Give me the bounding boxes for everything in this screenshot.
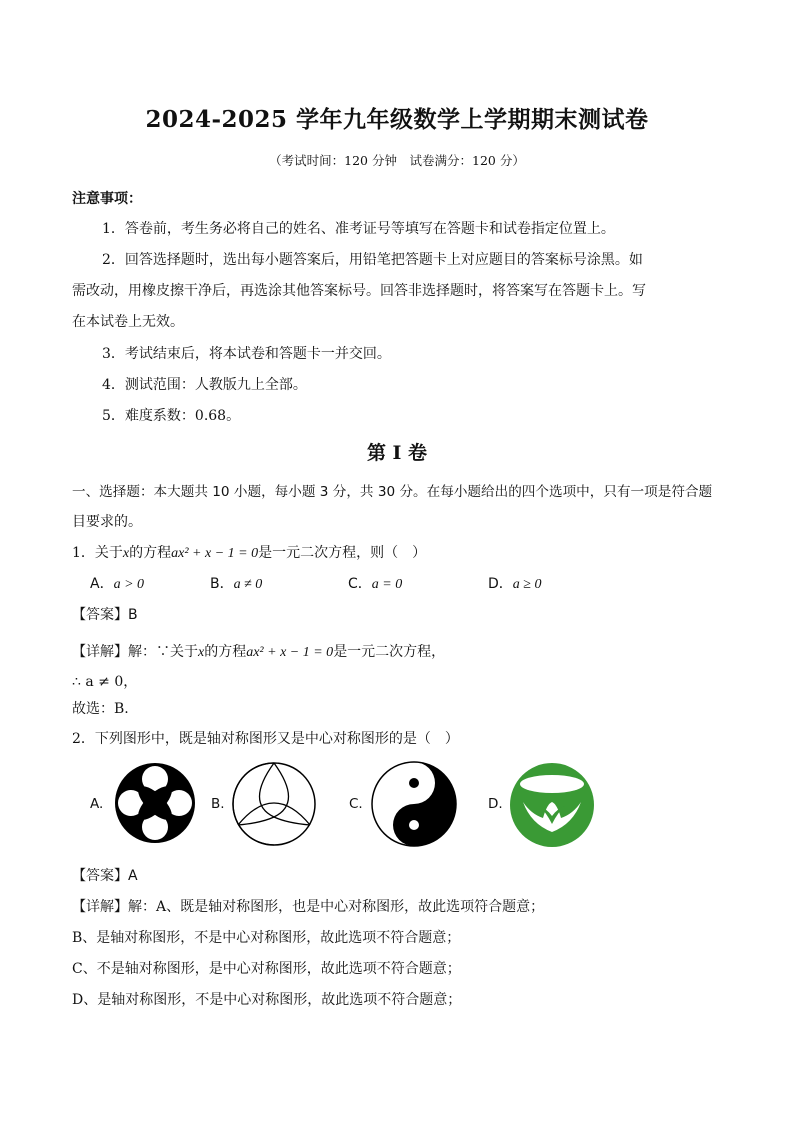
q2-explain-c: C、不是轴对称图形，是中心对称图形，故此选项不符合题意； [72, 961, 461, 977]
q1-choose: 故选：B. [72, 701, 129, 717]
q2-stem: 2．下列图形中，既是轴对称图形又是中心对称图形的是（ ） [72, 731, 459, 747]
q2-option-d-label: D. [488, 796, 503, 812]
q1-explain-eq: ax² + x − 1 = 0 [246, 645, 334, 660]
q1-option-b-expr: a ≠ 0 [233, 577, 263, 592]
q2-figure-b-three-arc-icon [231, 761, 317, 847]
q1-option-b [210, 573, 262, 593]
q1-suffix: 是一元二次方程，则（ ） [258, 545, 427, 561]
q1-option-a [90, 573, 144, 593]
q1-explain-label: 【详解】 [72, 644, 128, 660]
notice-item-2-end: 在本试卷上无效。 [72, 314, 184, 330]
q2-figure-a-four-petal-icon [113, 761, 197, 845]
exam-title: 2024-2025 学年九年级数学上学期期末测试卷 [145, 106, 649, 133]
notice-item-2: 2．回答选择题时，选出每小题答案后，用铅笔把答题卡上对应题目的答案标号涂黑。如 [102, 252, 643, 268]
q1-explanation [72, 641, 445, 661]
notice-heading: 注意事项： [72, 191, 142, 207]
q1-prefix: 1．关于 [72, 545, 123, 561]
q1-option-b-letter: B． [210, 576, 234, 592]
q1-var-x: x [122, 546, 130, 561]
q1-explain-mid: 的方程 [204, 644, 247, 660]
q1-option-c [348, 573, 402, 593]
q1-option-d-expr: a ≥ 0 [512, 577, 542, 592]
section-title: 第 Ⅰ 卷 [366, 442, 428, 464]
q2-option-b-label: B. [211, 796, 225, 812]
q2-explain-b: B、是轴对称图形，不是中心对称图形，故此选项不符合题意； [72, 930, 461, 946]
q2-explain-d: D、是轴对称图形，不是中心对称图形，故此选项不符合题意； [72, 992, 462, 1008]
q1-option-d-letter: D． [488, 576, 513, 592]
notice-item-1: 1．答卷前，考生务必将自己的姓名、准考证号等填写在答题卡和试卷指定位置上。 [102, 221, 615, 237]
q1-equation: ax² + x − 1 = 0 [171, 546, 259, 561]
q1-explain-end: 是一元二次方程， [333, 644, 446, 660]
q1-mid: 的方程 [129, 545, 172, 561]
q1-option-d [488, 573, 541, 593]
q1-explain-x: x [198, 645, 205, 660]
exam-subtitle: （考试时间：120 分钟 试卷满分：120 分） [269, 153, 525, 168]
part1-instructions: 一、选择题：本大题共 10 小题，每小题 3 分，共 30 分。在每小题给出的四个选项中，只有一项是符合题 [72, 484, 713, 500]
q1-option-c-letter: C． [348, 576, 372, 592]
q2-option-c-label: C. [349, 796, 363, 812]
notice-item-3: 3．考试结束后，将本试卷和答题卡一并交回。 [102, 346, 391, 362]
q2-explain-a: 【详解】解：A、既是轴对称图形，也是中心对称图形，故此选项符合题意； [72, 899, 545, 915]
q2-figure-c-yin-yang-icon [370, 760, 458, 848]
q1-stem [72, 542, 426, 562]
q1-option-a-letter: A． [90, 576, 114, 592]
part1-instructions-cont: 目要求的。 [72, 514, 142, 530]
q2-answer: 【答案】A [72, 868, 138, 884]
q1-therefore: ∴ a ≠ 0， [72, 674, 138, 690]
q2-option-a-label: A. [90, 796, 104, 812]
q2-figure-d-green-emblem-icon [509, 762, 595, 848]
q1-option-a-expr: a > 0 [113, 577, 145, 592]
notice-item-4: 4．测试范围：人教版九上全部。 [102, 377, 307, 393]
q1-explain-text: 解：∵关于 [128, 644, 198, 660]
notice-item-5: 5．难度系数：0.68。 [102, 408, 241, 424]
q1-answer: 【答案】B [72, 607, 138, 623]
q1-option-c-expr: a = 0 [371, 577, 403, 592]
notice-item-2-cont: 需改动，用橡皮擦干净后，再选涂其他答案标号。回答非选择题时，将答案写在答题卡上。写 [72, 283, 646, 299]
